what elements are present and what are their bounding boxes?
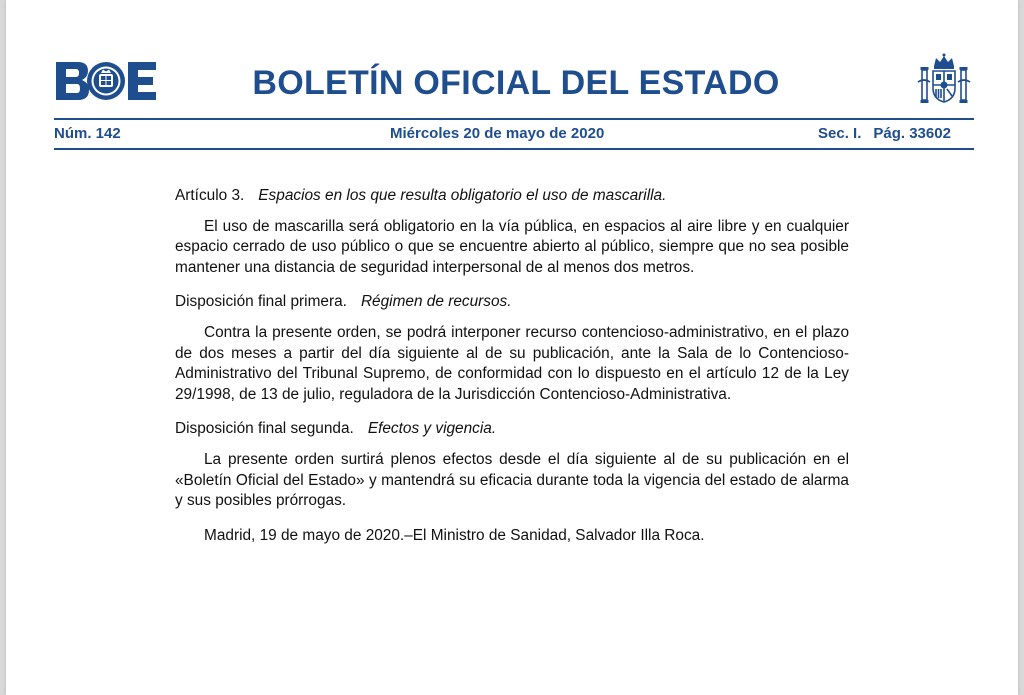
section-page	[818, 125, 951, 142]
page-number: Pág. 33602	[873, 125, 951, 142]
issue-number: Núm. 142	[54, 125, 121, 142]
signature-line: Madrid, 19 de mayo de 2020.–El Ministro de Sanidad, Salvador Illa Roca.	[204, 526, 705, 544]
article-label: Artículo 3.	[175, 187, 245, 204]
coat-of-arms-icon	[916, 52, 972, 108]
final-second-paragraph: La presente orden surtirá plenos efectos desde el día siguiente al de su publicación en el «Boletín Oficial del Estado» y mantendrá su eficacia durante toda la vigencia del estado de alarma y sus posibles prórrogas.	[175, 450, 849, 510]
issue-date: Miércoles 20 de mayo de 2020	[390, 125, 605, 142]
header-rule-bottom	[54, 148, 974, 150]
document-body	[175, 186, 849, 546]
article-heading	[175, 186, 849, 207]
final-first-paragraph: Contra la presente orden, se podrá interponer recurso contencioso-administrativo, en el plazo de dos meses a partir del día siguiente al de su publicación, ante la Sala de lo Contencioso-Administrativo del Tribunal Supremo, de conformidad con lo dispuesto en el artículo 12 de la Ley 29/1998, de 13 de julio, reguladora de la Jurisdicción Contencioso-Administrativa.	[175, 323, 849, 403]
article-paragraph: El uso de mascarilla será obligatorio en la vía pública, en espacios al aire libre y en cualquier espacio cerrado de uso público o que se encuentre abierto al público, siempre que no sea posible mantener una distancia de seguridad interpersonal de al menos dos metros.	[175, 217, 849, 276]
doc-title: BOLETÍN OFICIAL DEL ESTADO	[252, 64, 780, 102]
header-rule-top	[54, 118, 974, 120]
document-page	[6, 0, 1018, 695]
final-second-heading	[175, 419, 849, 440]
final-second-title: Efectos y vigencia.	[367, 420, 497, 438]
article-title: Espacios en los que resulta obligatorio el uso de mascarilla.	[258, 187, 667, 204]
section-label: Sec. I.	[818, 125, 862, 142]
final-first-heading	[175, 292, 849, 313]
final-first-label: Disposición final primera.	[175, 293, 347, 311]
boe-logo-icon	[54, 60, 158, 102]
final-second-label: Disposición final segunda.	[175, 420, 354, 438]
final-first-title: Régimen de recursos.	[360, 293, 512, 311]
